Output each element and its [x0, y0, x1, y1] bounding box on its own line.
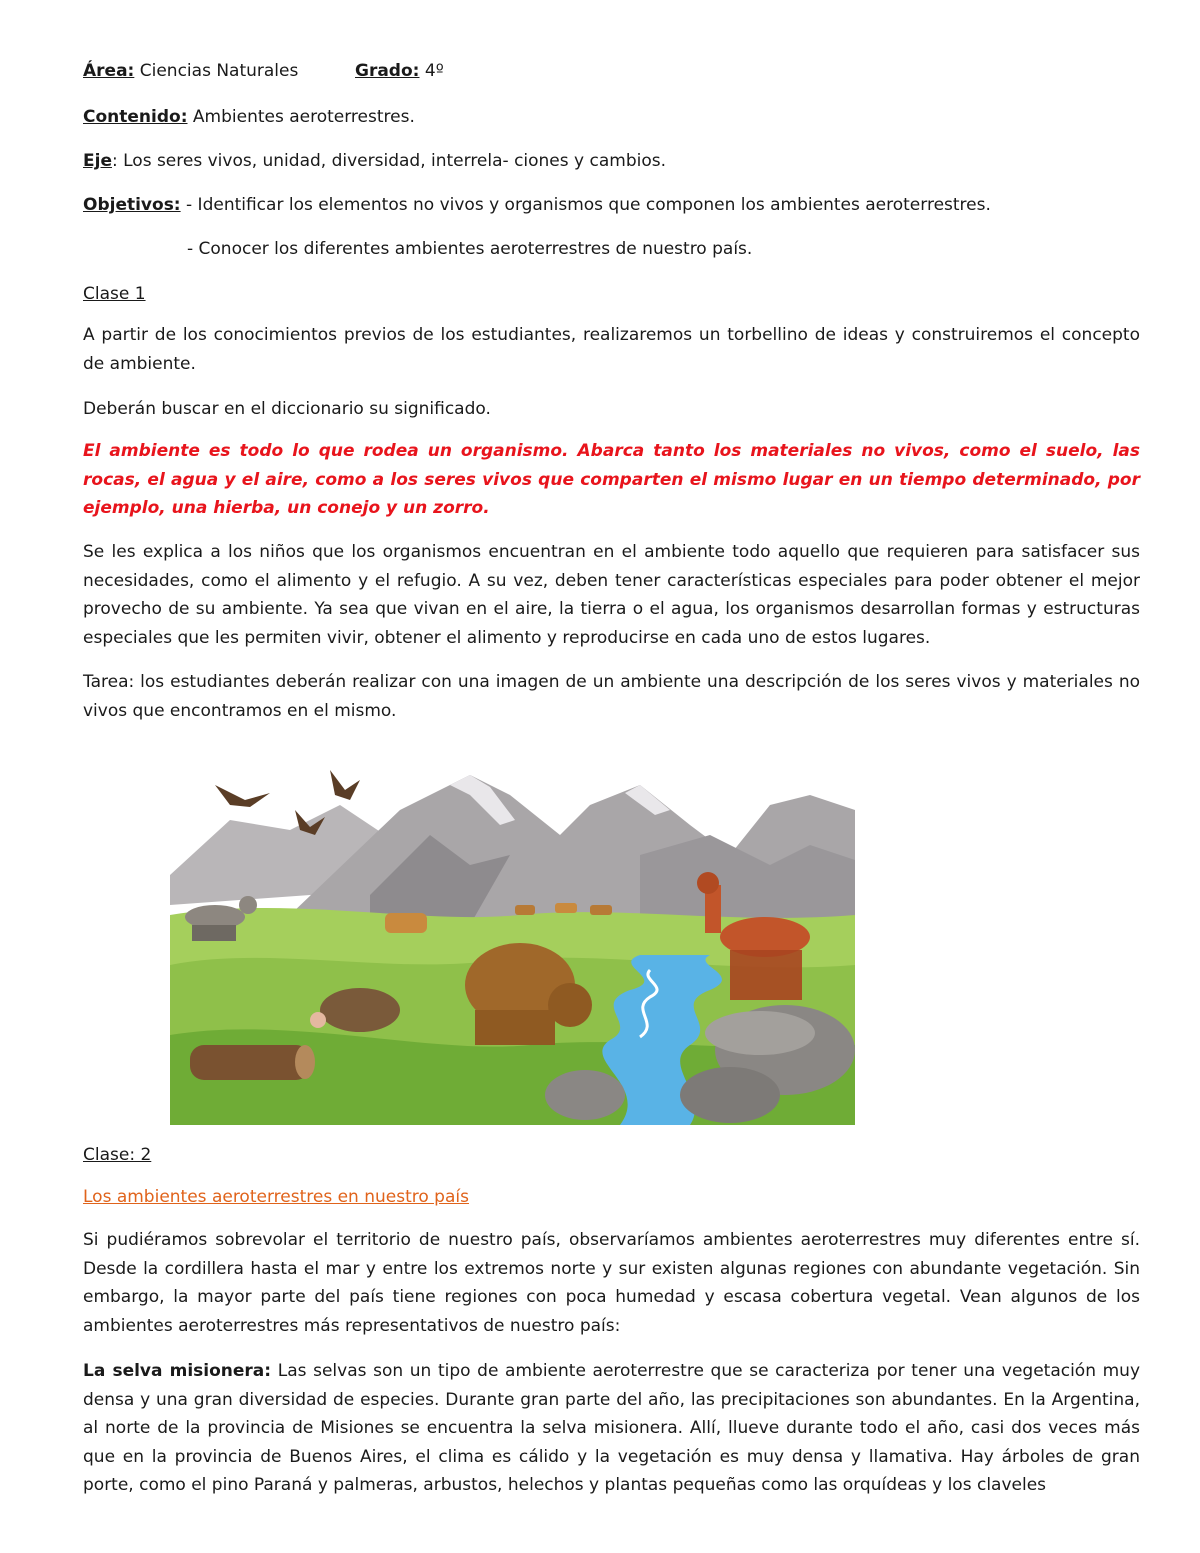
bear-legs — [475, 1010, 555, 1045]
chamois-legs — [730, 950, 802, 1000]
rock-bottom — [680, 1067, 780, 1123]
selva-label: La selva misionera: — [83, 1361, 272, 1381]
selva-text: Las selvas son un tipo de ambiente aeroterrestre que se caracteriza por tener una vegetación muy densa y una gran diversidad de especies. Durante gran parte del año, las precipitaciones son abundantes. En la Argentina, al norte de la provincia de Misiones se encuentra la selva misionera. Allí, llueve durante todo el año, casi dos veces más que en la provincia de Buenos Aires, el clima es cálido y la vegetación es muy densa y llamativa. Hay árboles de gran porte, como el pino Paraná y palmeras, arbustos, helechos y plantas pequeñas como las orquídeas y los claveles — [83, 1361, 1141, 1495]
ambiente-definition: El ambiente es todo lo que rodea un organismo. Abarca tanto los materiales no vivos, como el suelo, las rocas, el agua y el aire, como a los seres vivos que comparten el mismo lugar en un tiempo determinado, por ejemplo, una hierba, un conejo y un zorro. — [83, 441, 1140, 518]
eje-line — [83, 147, 1140, 175]
grado-value: 4º — [424, 61, 444, 81]
eje-value: : Los seres vivos, unidad, diversidad, interrela- ciones y cambios. — [111, 151, 666, 171]
clase1-paragraph-1: A partir de los conocimientos previos de los estudiantes, realizaremos un torbellino de ideas y construiremos el concepto de ambiente. — [83, 325, 1140, 374]
area-label: Área: — [83, 61, 135, 81]
area-value: Ciencias Naturales — [139, 61, 299, 81]
clase2-subtitle: Los ambientes aeroterrestres en nuestro país — [83, 1187, 469, 1207]
contenido-value: Ambientes aeroterrestres. — [192, 107, 415, 127]
grado-label: Grado: — [355, 61, 420, 81]
log-trunk — [190, 1045, 310, 1080]
chamois-head — [697, 872, 719, 894]
rock-center — [545, 1070, 625, 1120]
rock-right-top — [705, 1011, 815, 1055]
contenido-label: Contenido: — [83, 107, 188, 127]
clase2-title: Clase: 2 — [83, 1145, 152, 1165]
tarea-paragraph: Tarea: los estudiantes deberán realizar con una imagen de un ambiente una descripción de los seres vivos y materiales no vivos que encontramos en el mismo. — [83, 672, 1140, 721]
cow-4 — [590, 905, 612, 915]
bird-1 — [215, 785, 270, 807]
cow-2 — [515, 905, 535, 915]
wolf-head — [239, 896, 257, 914]
objetivo-1: - Identificar los elementos no vivos y organismos que componen los ambientes aeroterrestres. — [180, 195, 991, 215]
clase1-paragraph-2: Deberán buscar en el diccionario su significado. — [83, 399, 491, 419]
log-end — [295, 1045, 315, 1079]
cow-3 — [555, 903, 577, 913]
clase2-paragraph-1: Si pudiéramos sobrevolar el territorio de nuestro país, observaríamos ambientes aeroterrestres muy diferentes entre sí. Desde la cordillera hasta el mar y entre los extremos norte y sur existen algunas regiones con abundante vegetación. Sin embargo, la mayor parte del país tiene regiones con poca humedad y escasa cobertura vegetal. Vean algunos de los ambientes aeroterrestres más representativos de nuestro país: — [83, 1230, 1140, 1336]
clase1-paragraph-3: Se les explica a los niños que los organismos encuentran en el ambiente todo aquello que requieren para satisfacer sus necesidades, como el alimento y el refugio. A su vez, deben tener características especiales para poder obtener el mejor provecho de su ambiente. Ya sea que vivan en el aire, la tierra o el agua, los organismos desarrollan formas y estructuras especiales que les permiten vivir, obtener el alimento y reproducirse en cada uno de estos lugares. — [83, 542, 1140, 648]
selva-paragraph — [83, 1357, 1140, 1500]
vulture-body — [320, 988, 400, 1032]
contenido-line — [83, 103, 1140, 131]
cow-1 — [385, 913, 427, 933]
vulture-head — [310, 1012, 326, 1028]
log — [190, 1045, 315, 1080]
objetivo-2: - Conocer los diferentes ambientes aeroterrestres de nuestro país. — [187, 239, 753, 259]
wolf-legs — [192, 925, 236, 941]
area-grado-line — [83, 57, 1140, 85]
eje-label: Eje — [83, 151, 112, 171]
environment-illustration — [170, 765, 855, 1125]
objetivos-label: Objetivos: — [83, 195, 181, 215]
objetivos-line — [83, 191, 1140, 219]
clase1-title: Clase 1 — [83, 284, 146, 304]
bird-2 — [330, 770, 360, 800]
